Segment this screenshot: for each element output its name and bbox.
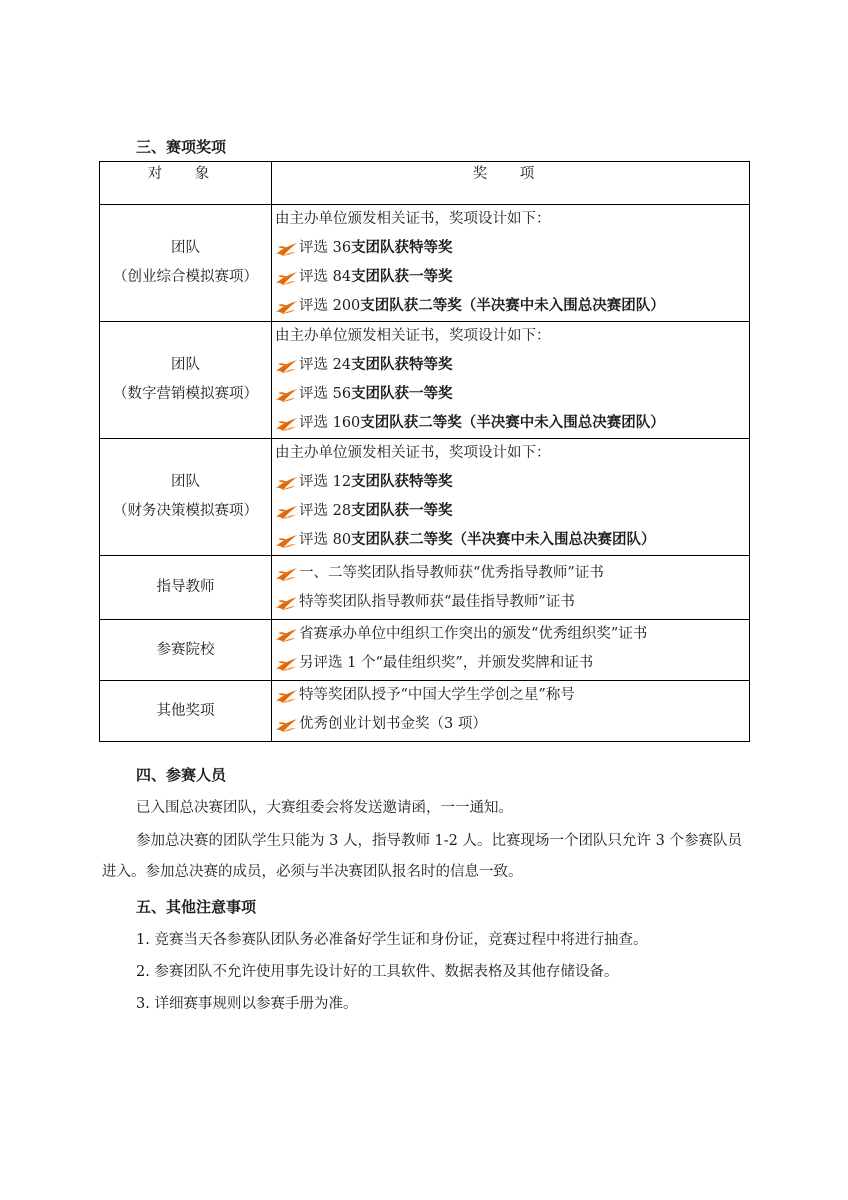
header-object: 对 象	[100, 162, 272, 205]
table-row	[100, 205, 750, 322]
award-text: 特等奖团队指导教师获“最佳指导教师”证书	[299, 594, 575, 610]
award-item	[272, 497, 749, 526]
award-cell	[272, 322, 750, 439]
orange-leaf-arrow-icon	[275, 358, 299, 374]
orange-leaf-arrow-icon	[275, 270, 299, 286]
award-count: 评选 200	[299, 298, 361, 314]
notice-item: 2. 参赛团队不允许使用事先设计好的工具软件、数据表格及其他存储设备。	[136, 964, 619, 980]
table-header-row	[100, 162, 750, 205]
table-row	[100, 439, 750, 556]
table-row	[100, 322, 750, 439]
table-row	[100, 556, 750, 620]
award-intro: 由主办单位颁发相关证书，奖项设计如下：	[275, 211, 551, 227]
orange-leaf-arrow-icon	[275, 717, 299, 733]
object-cell	[100, 556, 272, 620]
award-text: 特等奖团队授予“中国大学生学创之星”称号	[299, 687, 575, 703]
award-item	[272, 468, 749, 497]
orange-leaf-arrow-icon	[275, 387, 299, 403]
section5-heading: 五、其他注意事项	[136, 898, 257, 916]
award-count: 评选 36	[299, 240, 352, 256]
object-name: 团队	[171, 357, 200, 373]
award-count: 评选 24	[299, 357, 352, 373]
award-count: 评选 80	[299, 532, 352, 548]
award-text: 支团队获特等奖	[351, 240, 453, 256]
award-item	[272, 409, 749, 438]
section3-heading: 三、赛项奖项	[136, 138, 227, 156]
object-name: 其他奖项	[156, 702, 215, 719]
orange-leaf-arrow-icon	[275, 566, 299, 582]
award-item	[272, 526, 749, 555]
award-text: 优秀创业计划书金奖（3 项）	[299, 716, 487, 732]
award-count: 评选 84	[299, 269, 352, 285]
award-count: 评选 12	[299, 474, 352, 490]
award-item	[272, 710, 749, 739]
section4-paragraph-1: 已入围总决赛团队，大赛组委会将发送邀请函，一一通知。	[136, 800, 513, 816]
orange-leaf-arrow-icon	[275, 688, 299, 704]
award-text: 支团队获特等奖	[351, 474, 453, 490]
award-text: 一、二等奖团队指导教师获“优秀指导教师”证书	[299, 565, 604, 581]
object-name: 团队	[171, 240, 200, 256]
award-count: 评选 56	[299, 386, 352, 402]
award-text: 支团队获二等奖（半决赛中未入围总决赛团队）	[351, 532, 656, 548]
orange-leaf-arrow-icon	[275, 533, 299, 549]
orange-leaf-arrow-icon	[275, 475, 299, 491]
award-cell	[272, 681, 750, 742]
award-text: 支团队获一等奖	[351, 386, 453, 402]
award-item	[272, 588, 749, 617]
object-name: 参赛院校	[156, 641, 215, 658]
award-item	[272, 620, 749, 649]
orange-leaf-arrow-icon	[275, 241, 299, 257]
award-item	[272, 649, 749, 678]
awards-table	[99, 161, 750, 742]
award-cell	[272, 620, 750, 681]
section4-paragraph-2: 参加总决赛的团队学生只能为 3 人，指导教师 1-2 人。比赛现场一个团队只允许 3 个参赛队员进入。参加总决赛的成员，必须与半决赛团队报名时的信息一致。	[102, 833, 742, 880]
notice-item: 1. 竞赛当天各参赛队团队务必准备好学生证和身份证，竞赛过程中将进行抽查。	[136, 932, 648, 948]
award-cell	[272, 556, 750, 620]
award-item	[272, 234, 749, 263]
header-award: 奖 项	[272, 162, 750, 205]
orange-leaf-arrow-icon	[275, 627, 299, 643]
award-item	[272, 559, 749, 588]
award-intro: 由主办单位颁发相关证书，奖项设计如下：	[275, 445, 551, 461]
object-name: 团队	[171, 474, 200, 490]
award-item	[272, 351, 749, 380]
object-cell	[100, 205, 272, 322]
award-text: 支团队获一等奖	[351, 503, 453, 519]
object-cell	[100, 322, 272, 439]
orange-leaf-arrow-icon	[275, 504, 299, 520]
award-item	[272, 380, 749, 409]
award-cell	[272, 439, 750, 556]
object-cell	[100, 620, 272, 681]
section4-heading: 四、参赛人员	[136, 766, 227, 784]
award-text: 支团队获二等奖（半决赛中未入围总决赛团队）	[360, 298, 665, 314]
award-text: 支团队获二等奖（半决赛中未入围总决赛团队）	[360, 415, 665, 431]
orange-leaf-arrow-icon	[275, 416, 299, 432]
award-intro: 由主办单位颁发相关证书，奖项设计如下：	[275, 328, 551, 344]
award-count: 评选 160	[299, 415, 361, 431]
orange-leaf-arrow-icon	[275, 656, 299, 672]
object-cell	[100, 681, 272, 742]
orange-leaf-arrow-icon	[275, 595, 299, 611]
object-sub: （创业综合模拟赛项）	[113, 269, 258, 285]
object-sub: （数字营销模拟赛项）	[113, 386, 258, 402]
award-item	[272, 292, 749, 321]
award-cell	[272, 205, 750, 322]
table-row	[100, 681, 750, 742]
notice-item: 3. 详细赛事规则以参赛手册为准。	[136, 996, 358, 1012]
object-name: 指导教师	[156, 579, 215, 595]
award-text: 省赛承办单位中组织工作突出的颁发“优秀组织奖”证书	[299, 626, 648, 642]
object-cell	[100, 439, 272, 556]
award-text: 另评选 1 个“最佳组织奖”，并颁发奖牌和证书	[299, 655, 594, 671]
award-item	[272, 263, 749, 292]
object-sub: （财务决策模拟赛项）	[113, 503, 258, 519]
orange-leaf-arrow-icon	[275, 299, 299, 315]
table-row	[100, 620, 750, 681]
award-count: 评选 28	[299, 503, 352, 519]
award-text: 支团队获特等奖	[351, 357, 453, 373]
award-item	[272, 681, 749, 710]
award-text: 支团队获一等奖	[351, 269, 453, 285]
